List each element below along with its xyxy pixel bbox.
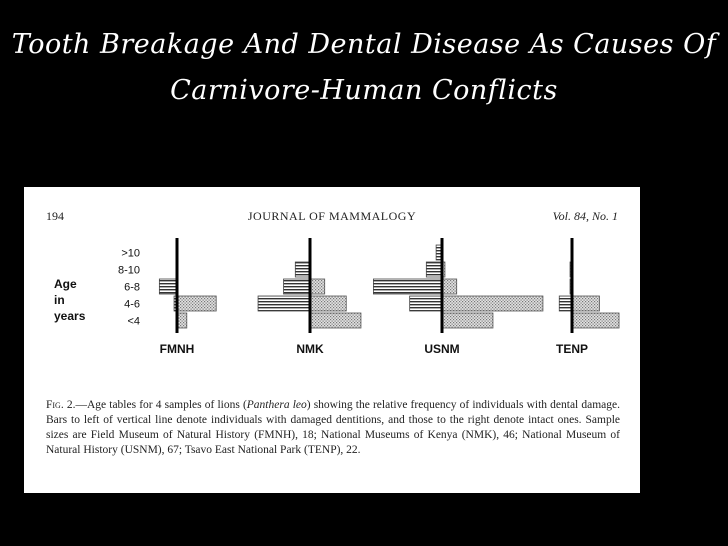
figure-caption <box>46 398 620 458</box>
bar-intact-nmk-2 <box>310 279 325 294</box>
slide-title-line-1: Tooth Breakage And Dental Disease As Causes Of <box>11 29 717 60</box>
age-table-chart <box>24 232 640 392</box>
bar-intact-fmnh-3 <box>177 296 216 311</box>
group-label-usnm: USNM <box>424 342 460 356</box>
slide-title-line-2: Carnivore-Human Conflicts <box>170 75 558 106</box>
bar-damaged-usnm-1 <box>426 262 442 277</box>
bar-intact-tenp-3 <box>572 296 599 311</box>
y-axis-label-1: in <box>54 293 65 307</box>
bar-damaged-nmk-2 <box>284 279 310 294</box>
page-number: 194 <box>46 209 64 223</box>
caption-species: Panthera leo <box>246 399 307 411</box>
group-label-fmnh: FMNH <box>159 342 195 356</box>
age-tick-label-2: 6-8 <box>124 281 140 294</box>
bar-damaged-nmk-1 <box>295 262 310 277</box>
group-label-tenp: TENP <box>555 342 589 356</box>
bar-damaged-usnm-3 <box>410 296 442 311</box>
y-axis-label-0: Age <box>54 277 77 291</box>
y-axis-label-2: years <box>54 309 86 323</box>
group-label-nmk: NMK <box>296 342 324 356</box>
caption-text-2: ) showing the relative frequency of individuals with dental damage. Bars to left of vertical line denote individuals with damaged dentitions, and those to the right denote intact ones. Sample sizes are Field Museum of Natural History (FMNH), 18; National Museums of Kenya (NMK), 46; National Museum of Natural History (USNM), 67; Tsavo East National Park (TENP), 22. <box>46 399 620 456</box>
bar-damaged-fmnh-2 <box>159 279 177 294</box>
figure-panel <box>24 187 640 493</box>
bar-intact-nmk-3 <box>310 296 346 311</box>
journal-volume: Vol. 84, No. 1 <box>552 209 618 223</box>
age-tick-label-1: 8-10 <box>117 264 140 277</box>
bar-damaged-nmk-3 <box>258 296 310 311</box>
journal-name: JOURNAL OF MAMMALOGY <box>247 209 417 223</box>
bar-damaged-tenp-3 <box>559 296 572 311</box>
slide-title <box>0 22 728 114</box>
bar-intact-usnm-3 <box>442 296 543 311</box>
age-tick-label-3: 4-6 <box>124 298 140 311</box>
age-tick-label-4: <4 <box>127 315 140 328</box>
age-tick-label-0: >10 <box>121 247 140 260</box>
bar-damaged-usnm-2 <box>373 279 442 294</box>
bar-intact-usnm-2 <box>442 279 457 294</box>
bar-intact-tenp-4 <box>572 313 619 328</box>
bar-intact-usnm-4 <box>442 313 493 328</box>
bar-intact-nmk-4 <box>310 313 361 328</box>
caption-fig-label: Fig. 2. <box>46 399 76 411</box>
caption-text-1: —Age tables for 4 samples of lions ( <box>75 399 247 411</box>
